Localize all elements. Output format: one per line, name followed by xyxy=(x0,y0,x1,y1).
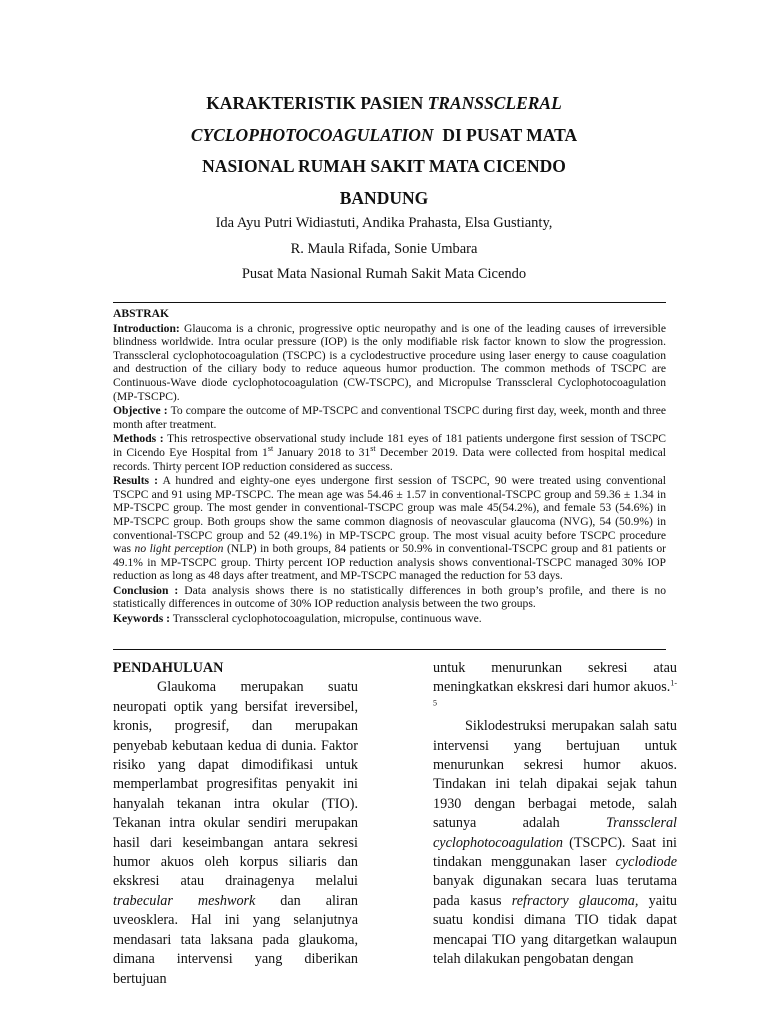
abstract xyxy=(113,307,666,627)
left-column xyxy=(113,659,358,989)
title-line-4: BANDUNG xyxy=(339,187,429,208)
abstract-keywords: Keywords : Transscleral cyclophotocoagulation, micropulse, continuous wave. xyxy=(113,612,482,626)
abstract-introduction: Introduction: Glaucoma is a chronic, progressive optic neuropathy and is one of the leading causes of irreversible blindness worldwide. Intra ocular pressure (IOP) is the only modifiable risk factor known to slow the progression. Transscleral cyclophotocoagulation (TSCPC) is a cyclodestructive procedure using laser energy to cause coagulation and destruction of the ciliary body to reduce aqueous humor production. The common methods of TSCPC are Continuous-Wave diode cyclophotocoagulation (CW-TSCPC), and Micropulse Transscleral Cyclophotocoagulation (MP-TSCPC). xyxy=(113,321,666,403)
title-line-3: NASIONAL RUMAH SAKIT MATA CICENDO xyxy=(202,156,566,176)
affiliation: Pusat Mata Nasional Rumah Sakit Mata Cicendo xyxy=(241,266,527,282)
abstract-results: Results : A hundred and eighty-one eyes undergone first session of TSCPC, 90 were treated using conventional TSCPC and 91 using MP-TSCPC. The mean age was 54.46 ± 1.57 in conventional-TSCPC group and 59.36 ± 1.34 in MP-TSCPC group. The most gender in conventional-TSCPC group was male 45(54.2%), and female 53 (54.6%) in MP-TSCPC group. Both groups show the same common diagnosis of neovascular glaucoma (NVG), 54 (50.9%) in conventional-TSCPC group and 52 (49.1%) in MP-TSCPC group. The most visual acuity before TSCPC procedure was no light perception (NLP) in both groups, 84 patients or 50.9% in conventional-TSCPC group and 81 patients or 49.1% in MP-TSCPC group. Thirty percent IOP reduction analysis shows conventional-TSCPC managed 30% IOP reduction as long as 48 days after treatment, and MP-TSCPC managed the reduction for 53 days. xyxy=(113,474,666,583)
paper-title xyxy=(100,88,668,214)
right-paragraph-1: Siklodestruksi merupakan salah satu intervensi yang bertujuan untuk menurunkan sekresi humor akuos. Tindakan ini telah dipakai sejak tahun 1930 dengan berbagai metode, salah satunya adalah Transscleral cyclophotocoagulation (TSCPC). Saat ini tindakan menggunakan laser cyclodiode banyak digunakan secara luas terutama pada kasus refractory glaucoma, yaitu suatu kondisi dimana TIO tidak dapat mencapai TIO yang ditargetkan walaupun telah dilakukan pengobatan dengan xyxy=(433,718,677,968)
abstract-bottom-rule xyxy=(113,649,666,650)
title-line-1: KARAKTERISTIK PASIEN TRANSSCLERAL xyxy=(206,93,562,113)
abstract-heading: ABSTRAK xyxy=(113,307,170,320)
abstract-conclusion: Conclusion : Data analysis shows there is no statistically differences in both group’s profile, and there is no statistically differences in outcome of 30% IOP reduction analysis between the two groups. xyxy=(113,583,667,611)
author-block xyxy=(100,211,668,288)
authors-line-2: R. Maula Rifada, Sonie Umbara xyxy=(290,240,478,257)
right-column xyxy=(433,659,677,970)
abstract-objective: Objective : To compare the outcome of MP-TSCPC and conventional TSCPC during first day, week, month and three month after treatment. xyxy=(113,404,666,431)
left-paragraph-1: Glaukoma merupakan suatu neuropati optik yang bersifat ireversibel, kronis, progresif, dan merupakan penyebab kebutaan kedua di dunia. Faktor risiko yang dapat dimodifikasi untuk memperlambat progresifitas penyakit ini hanyalah tekanan intra okular (TIO). Tekanan intra okular sendiri merupakan hasil dari keseimbangan antara sekresi humor akuos oleh korpus siliaris dan ekskresi atau drainagenya melalui trabecular meshwork dan aliran uveosklera. Hal ini yang selanjutnya mendasari tata laksana pada glaukoma, dimana intervensi yang diberikan bertujuan xyxy=(113,679,358,987)
right-paragraph-continued: untuk menurunkan sekresi atau meningkatkan ekskresi dari humor akuos.$^{1-5}$ xyxy=(433,660,677,708)
authors-line-1: Ida Ayu Putri Widiastuti, Andika Prahasta, Elsa Gustianty, xyxy=(215,215,553,231)
section-heading-pendahuluan: PENDAHULUAN xyxy=(113,660,224,676)
title-line-2: CYCLOPHOTOCOAGULATION DI PUSAT MATA xyxy=(190,124,578,145)
abstract-methods: Methods : This retrospective observational study include 181 eyes of 181 patients undergone first session of TSCPC in Cicendo Eye Hospital from 1st January 2018 to 31st December 2019. Data were collected from hospital medical records. Thirty percent IOP reduction considered as success. xyxy=(113,432,667,473)
abstract-top-rule xyxy=(113,302,666,303)
